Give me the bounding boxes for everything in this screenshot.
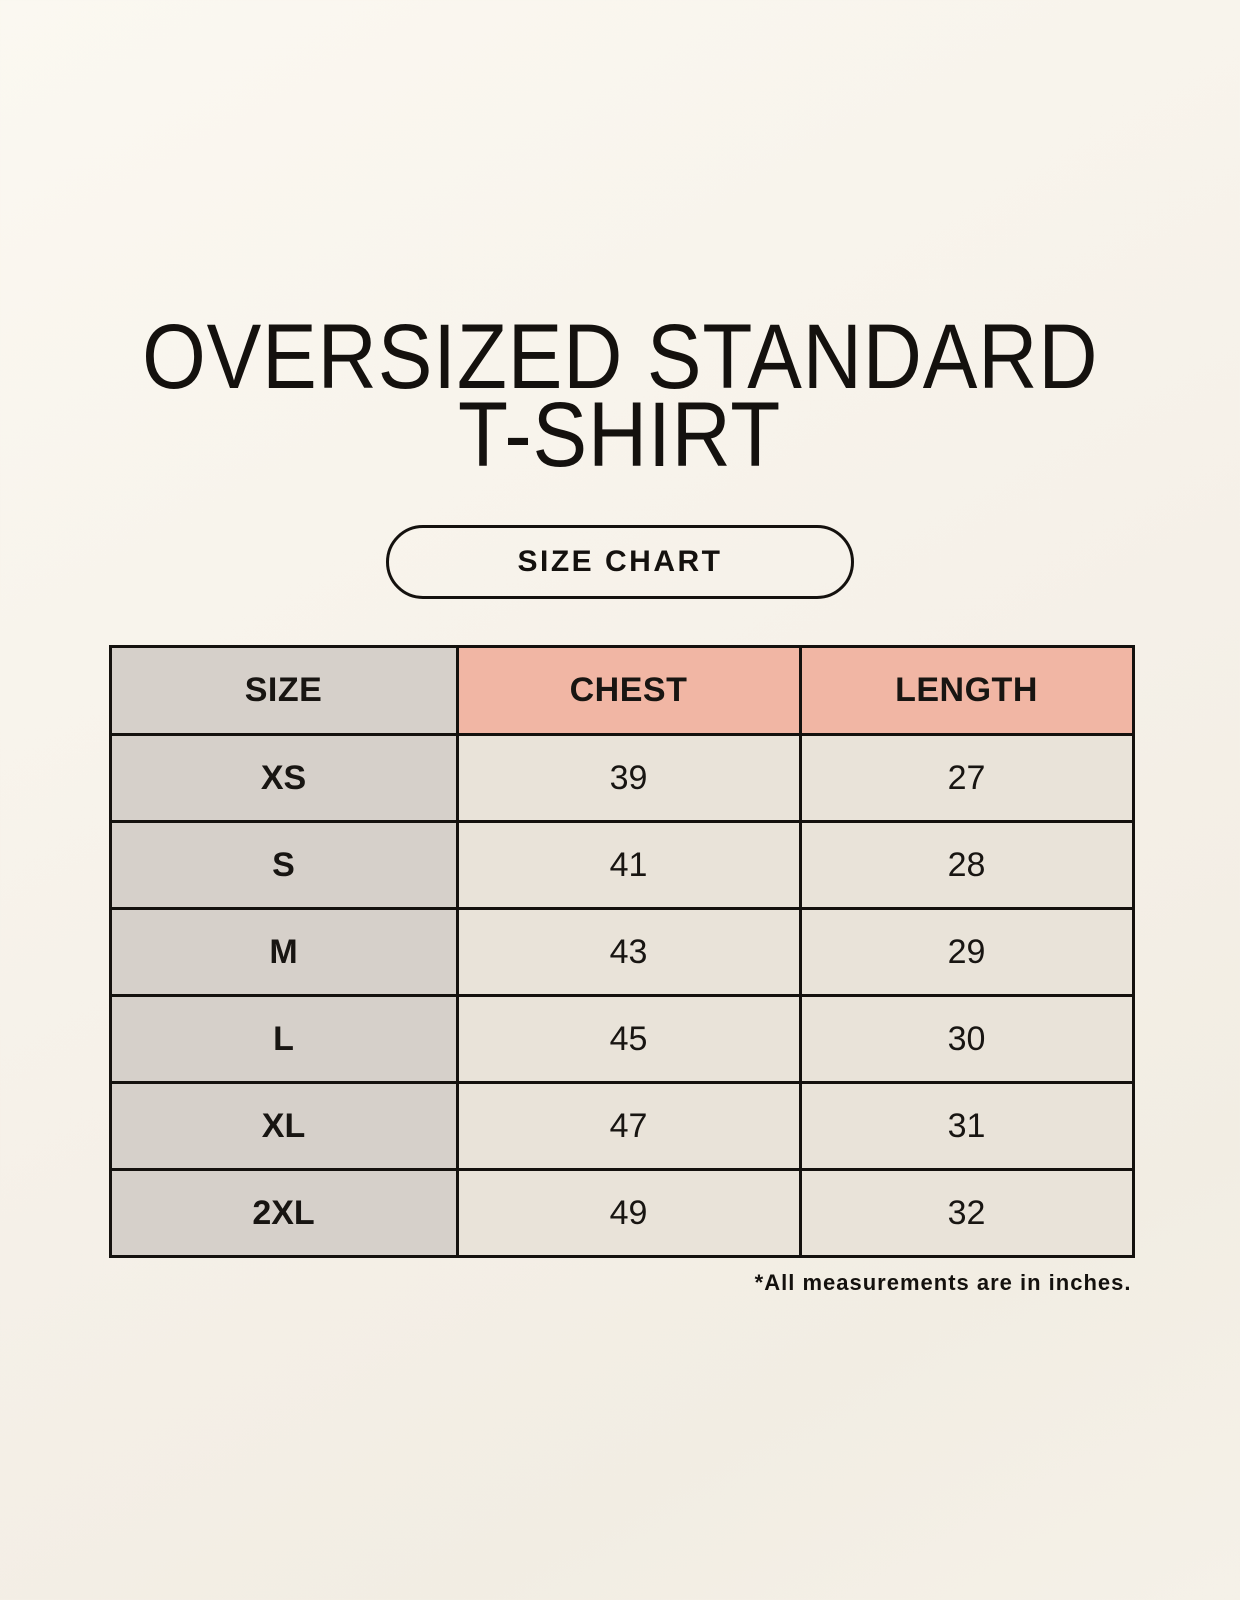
- size-chart-button[interactable]: [386, 525, 854, 599]
- size-label: XL: [110, 1083, 457, 1170]
- chest-value: 41: [457, 822, 800, 909]
- table-row-xs: [110, 735, 1133, 822]
- size-chart-table: [109, 645, 1135, 1258]
- page-title-line1: OVERSIZED STANDARD: [141, 306, 1099, 408]
- size-label: M: [110, 909, 457, 996]
- length-value: 29: [800, 909, 1133, 996]
- chest-value: 39: [457, 735, 800, 822]
- size-chart-button-label: SIZE CHART: [517, 545, 723, 578]
- table-row-m: [110, 909, 1133, 996]
- measurements-footnote: *All measurements are in inches.: [754, 1270, 1132, 1295]
- length-value: 27: [800, 735, 1133, 822]
- table-row-2xl: [110, 1170, 1133, 1257]
- table-header-row: [110, 647, 1133, 735]
- column-header-length: LENGTH: [800, 647, 1133, 735]
- size-chart-table-container: [109, 645, 1132, 1258]
- chest-value: 49: [457, 1170, 800, 1257]
- page-title: [0, 306, 1240, 486]
- size-label: 2XL: [110, 1170, 457, 1257]
- chest-value: 45: [457, 996, 800, 1083]
- table-row-s: [110, 822, 1133, 909]
- column-header-chest: CHEST: [457, 647, 800, 735]
- table-row-l: [110, 996, 1133, 1083]
- length-value: 31: [800, 1083, 1133, 1170]
- size-label: L: [110, 996, 457, 1083]
- chest-value: 47: [457, 1083, 800, 1170]
- column-header-size: SIZE: [110, 647, 457, 735]
- table-row-xl: [110, 1083, 1133, 1170]
- length-value: 32: [800, 1170, 1133, 1257]
- length-value: 28: [800, 822, 1133, 909]
- size-label: S: [110, 822, 457, 909]
- chest-value: 43: [457, 909, 800, 996]
- length-value: 30: [800, 996, 1133, 1083]
- size-label: XS: [110, 735, 457, 822]
- page-title-line2: T-SHIRT: [458, 384, 782, 486]
